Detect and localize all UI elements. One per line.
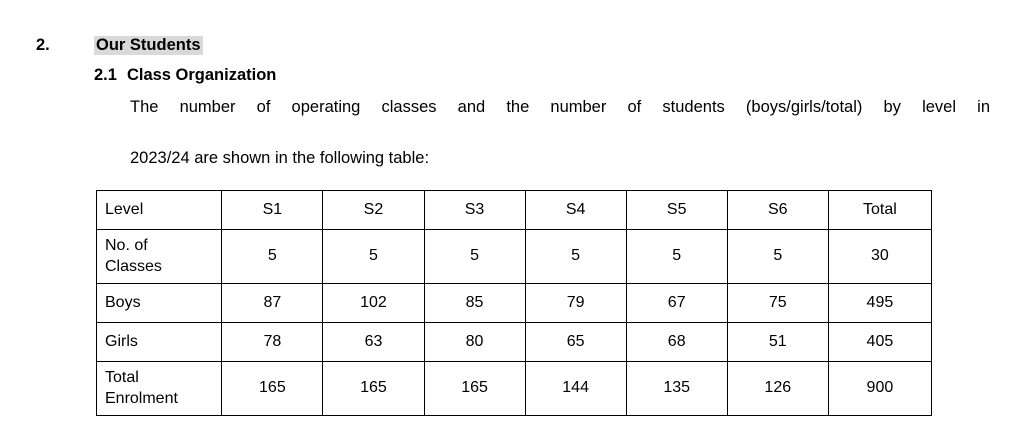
table-header-cell: Level <box>97 190 222 229</box>
table-cell: 68 <box>626 322 727 361</box>
table-header-cell: Total <box>828 190 931 229</box>
section-number: 2. <box>36 36 50 54</box>
table-header-cell: S5 <box>626 190 727 229</box>
table-row-label <box>97 361 222 415</box>
table-cell: 79 <box>525 283 626 322</box>
table-row-label-line-2: Enrolment <box>105 390 178 408</box>
table-header-cell: S1 <box>222 190 323 229</box>
table-cell: 5 <box>727 229 828 283</box>
table-header-cell: S4 <box>525 190 626 229</box>
subsection-heading <box>94 66 992 85</box>
table-cell: 165 <box>222 361 323 415</box>
table-cell: 165 <box>424 361 525 415</box>
table-cell: 126 <box>727 361 828 415</box>
table-row <box>97 361 932 415</box>
table-cell: 144 <box>525 361 626 415</box>
intro-paragraph-line-1: The number of operating classes and the number of students (boys/girls/total) by level in <box>130 98 990 116</box>
table-cell: 85 <box>424 283 525 322</box>
table-cell: 900 <box>828 361 931 415</box>
table-row <box>97 322 932 361</box>
table-cell: 5 <box>222 229 323 283</box>
table-cell: 78 <box>222 322 323 361</box>
table-row-label-line-1: Total <box>105 368 139 386</box>
table-row <box>97 229 932 283</box>
subsection-number: 2.1 <box>94 66 117 84</box>
class-organization-table <box>96 190 932 416</box>
table-cell: 65 <box>525 322 626 361</box>
table-cell: 63 <box>323 322 424 361</box>
table-cell: 5 <box>424 229 525 283</box>
table-header-row <box>97 190 932 229</box>
table-cell: 165 <box>323 361 424 415</box>
intro-paragraph-line-2: 2023/24 are shown in the following table: <box>130 149 430 168</box>
table-row-label <box>97 229 222 283</box>
table-cell: 75 <box>727 283 828 322</box>
subsection-title: Class Organization <box>126 66 277 84</box>
table-row-label-line-1: No. of <box>105 236 148 254</box>
table-cell: 80 <box>424 322 525 361</box>
table-header-cell: S6 <box>727 190 828 229</box>
table-cell: 5 <box>626 229 727 283</box>
class-organization-table-wrapper <box>96 190 992 416</box>
table-row-label-line-2: Classes <box>105 258 162 276</box>
table-cell: 30 <box>828 229 931 283</box>
table-cell: 495 <box>828 283 931 322</box>
table-cell: 87 <box>222 283 323 322</box>
table-row-label: Boys <box>97 283 222 322</box>
table-cell: 67 <box>626 283 727 322</box>
table-cell: 5 <box>525 229 626 283</box>
section-heading <box>36 36 992 55</box>
section-title: Our Students <box>96 36 201 54</box>
table-cell: 5 <box>323 229 424 283</box>
table-header-cell: S3 <box>424 190 525 229</box>
table-cell: 405 <box>828 322 931 361</box>
table-cell: 135 <box>626 361 727 415</box>
table-row-label: Girls <box>97 322 222 361</box>
table-cell: 102 <box>323 283 424 322</box>
table-row <box>97 283 932 322</box>
intro-paragraph <box>130 95 990 172</box>
table-cell: 51 <box>727 322 828 361</box>
table-header-cell: S2 <box>323 190 424 229</box>
